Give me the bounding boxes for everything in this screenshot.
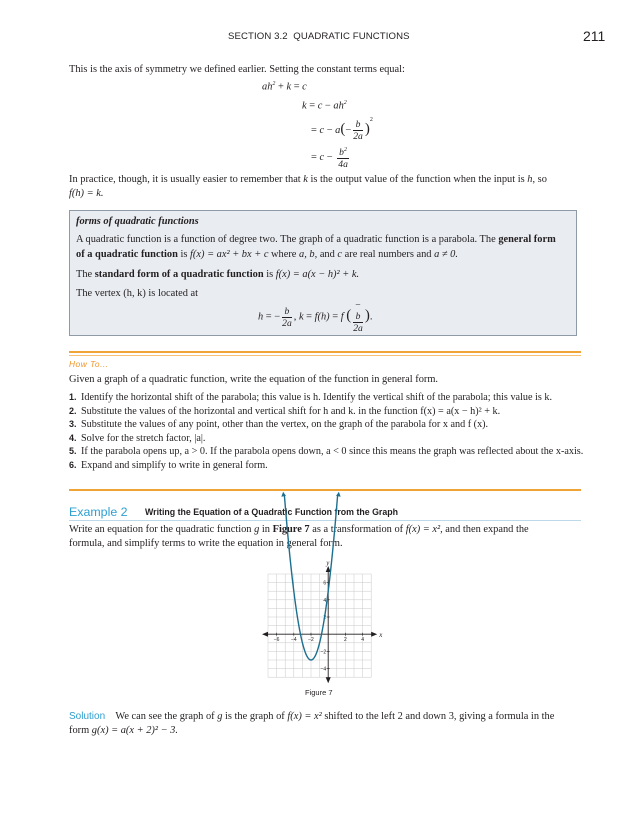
y-tick-label: 2 [323, 615, 327, 621]
howto-step: 6. Expand and simplify to write in general form. [69, 459, 268, 471]
howto-step: 1. Identify the horizontal shift of the parabola; this value is h. Identify the vertical shift of the parabola; this value is k. [69, 392, 553, 403]
graph-grid [268, 574, 371, 677]
y-tick-label: 6 [323, 580, 327, 587]
box-general-form: A quadratic function is a function of degree two. The graph of a quadratic function is a parabola. The general form of a quadratic function is f(x) = ax² + bx + c where a, b, and c are real numbers and a ≠ 0. [76, 234, 556, 260]
figure-7-graph [256, 559, 383, 685]
y-tick-label: 4 [323, 597, 327, 604]
example-prompt: Write an equation for the quadratic function g in Figure 7 as a transformation of f(x) = x², and then expand the formula, and simplify terms to write the equation in general form. [69, 524, 529, 549]
y-axis-label: y [326, 559, 330, 567]
section-number: SECTION 3.2 [228, 31, 288, 42]
howto-step: 5. If the parabola opens up, a > 0. If the parabola opens down, a < 0 since this means the graph was reflected about the x-axis. [69, 446, 584, 458]
x-axis-label: x [379, 631, 383, 640]
solution-paragraph: Solution We can see the graph of g is the graph of f(x) = x² shifted to the left 2 and down 3, giving a formula in the form g(x) = a(x + 2)² − 3. [69, 711, 555, 736]
x-axis-arrow-left [262, 632, 268, 637]
running-header [228, 31, 410, 42]
y-tick-label: −4 [320, 666, 327, 673]
x-tick-label: −2 [308, 637, 314, 644]
x-tick-label: 2 [344, 637, 347, 644]
derivation-line-2: $k = c - ah^2$ [302, 100, 347, 112]
curve-arrow-left [281, 492, 286, 497]
practice-paragraph: In practice, though, it is usually easier to remember that k is the output value of the function when the input is h, so f(h) = k. [69, 174, 547, 199]
box-standard-form: The standard form of a quadratic function is f(x) = a(x − h)² + k. [76, 269, 360, 280]
howto-bottom-rule [69, 489, 581, 491]
section-title: QUADRATIC FUNCTIONS [293, 31, 410, 42]
howto-top-rule-light [69, 355, 581, 356]
x-tick-label: 4 [361, 637, 364, 644]
box-vertex-text: The vertex (h, k) is located at [76, 288, 199, 299]
x-tick-label: −4 [290, 637, 297, 644]
example-label: Example 2 [69, 505, 128, 519]
practice-equation: f(h) = k. [69, 188, 104, 199]
example-rule [69, 520, 581, 521]
x-axis-arrow-right [371, 632, 377, 637]
y-tick-label: −2 [320, 649, 327, 656]
howto-top-rule [69, 351, 581, 353]
graph-axes [262, 559, 383, 683]
graph-ticks [274, 581, 364, 673]
y-axis-arrow-down [326, 677, 331, 683]
box-title: forms of quadratic functions [76, 216, 199, 227]
derivation-line-3: = c − a(− $\frac{b}{2a}$ )$^2$ [311, 117, 373, 143]
page-number: 211 [583, 28, 606, 44]
curve-arrow-right [336, 492, 341, 497]
howto-intro: Given a graph of a quadratic function, write the equation of the function in general form. [69, 374, 439, 385]
intro-paragraph: This is the axis of symmetry we defined earlier. Setting the constant terms equal: [69, 64, 405, 75]
x-tick-label: −6 [273, 637, 280, 644]
howto-label: How To... [69, 359, 109, 369]
derivation-line-1: $ah^2 + k = c$ [262, 81, 307, 93]
figure-caption: Figure 7 [305, 688, 333, 697]
howto-step: 3. Substitute the values of any point, other than the vertex, on the graph of the parabola for x and f (x). [69, 419, 489, 431]
derivation-line-4: = c − $\frac{b^2}{4a}$ [311, 147, 348, 171]
solution-label: Solution [69, 711, 106, 722]
howto-step: 4. Solve for the stretch factor, |a|. [69, 432, 206, 444]
example-title: Writing the Equation of a Quadratic Function from the Graph [145, 507, 398, 517]
howto-step: 2. Substitute the values of the horizontal and vertical shift for h and k. in the function f(x) = a(x − h)² + k. [69, 405, 501, 417]
howto-steps [69, 391, 584, 473]
vertex-formula: h = − $\frac{b}{2a}$ , k = f(h) = f ( − b 2a ). [258, 300, 373, 334]
